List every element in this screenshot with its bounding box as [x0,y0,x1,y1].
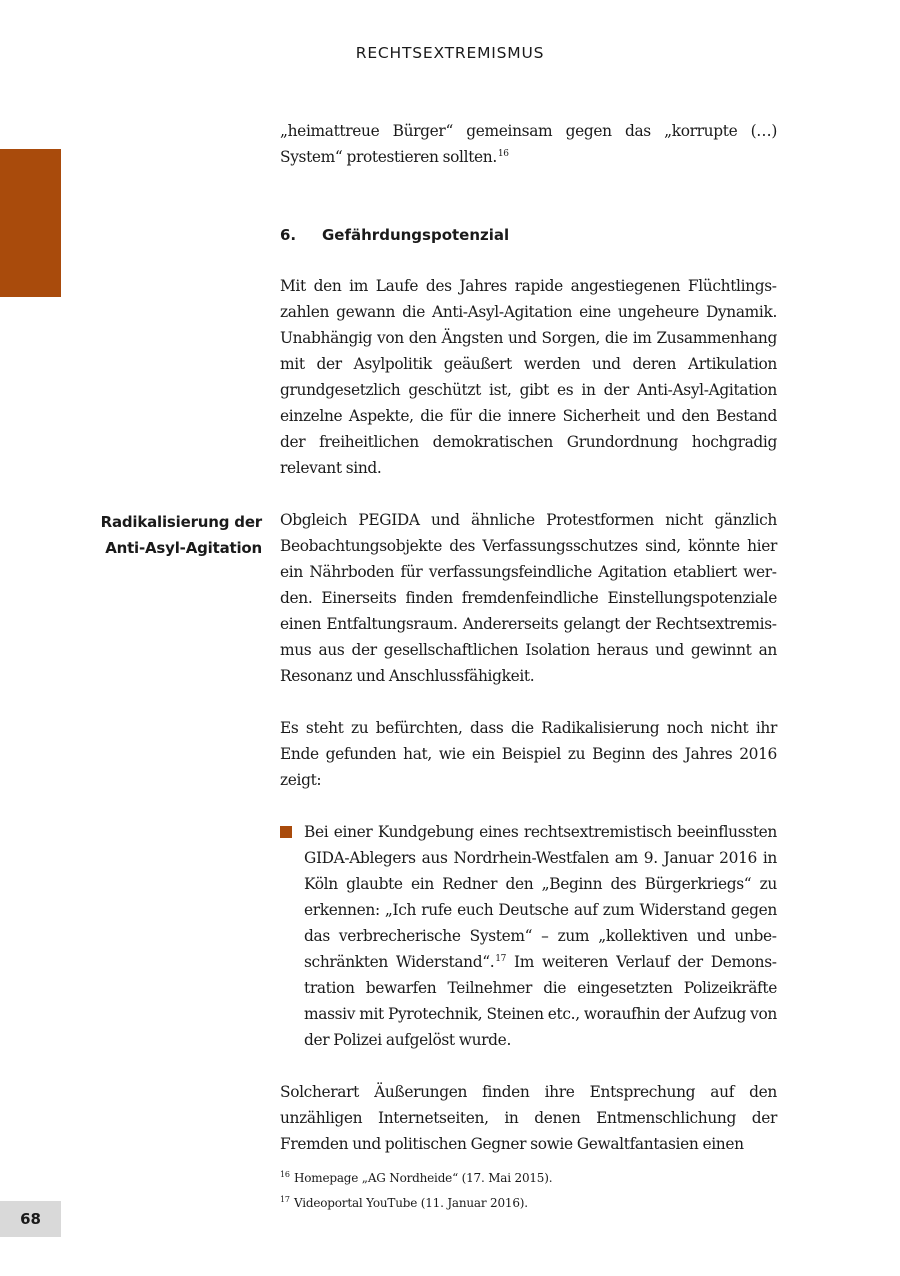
section-number: 6. [280,226,297,244]
footnote-17 [280,1189,777,1214]
footnote-number: 16 [280,1170,290,1179]
intro-text: „heimattreue Bürger“ gemeinsam gegen das „korrupte (…) System“ protestieren sollten. [280,122,777,166]
section-heading [280,224,777,246]
paragraph-internet: Solcherart Äußerungen finden ihre Entsprechung auf den unzähligen Internetseiten, in denen Entmenschlichung der Fremden und politischen Gegner sowie Gewaltfantasien einen [280,1083,777,1153]
margin-note-line-2: Anti-Asyl-Agitation [105,539,262,557]
main-content [280,118,777,1157]
margin-note-line-1: Radikalisierung der [100,513,262,531]
running-header: RECHTSEXTREMISMUS [355,44,545,62]
footnotes [280,1164,777,1214]
bullet-text-before: Bei einer Kundgebung eines rechtsextremistisch beeinflussten GIDA-Ablegers aus Nordrhein-Westfalen am 9. Januar 2016 in Köln glaubte ein Redner den „Beginn des Bürgerkriegs“ zu erkennen: „Ich rufe euch Deutsche auf zum Widerstand gegen das verbrecherische System“ – zum „kollektiven und unbeschränkten Widerstand“. [304,823,777,971]
footnote-text: Videoportal YouTube (11. Januar 2016). [294,1196,528,1210]
paragraph-radicalisation: Es steht zu befürchten, dass die Radikalisierung noch nicht ihr Ende gefunden hat, wie ein Beispiel zu Beginn des Jahres 2016 zeigt: [280,719,777,789]
intro-paragraph [280,118,777,170]
margin-note [60,509,262,561]
footnote-ref-16[interactable]: 16 [497,149,509,159]
paragraph-pegida: Obgleich PEGIDA und ähnliche Protestformen nicht gänzlich Beobachtungsobjekte des Verfassungsschutzes sind, könnte hier ein Nährboden für verfassungsfeindliche Agitation etabliert werden. Einerseits finden fremdenfeindliche Einstellungspotenziale einen Entfaltungsraum. Andererseits gelangt der Rechtsextremismus aus der gesellschaftlichen Isolation heraus und gewinnt an Resonanz und Anschlussfähigkeit. [280,511,777,685]
section-title: Gefährdungspotenzial [322,226,510,244]
paragraph-dynamics: Mit den im Laufe des Jahres rapide angestiegenen Flüchtlingszahlen gewann die Anti-Asyl-Agitation eine ungeheure Dynamik. Unabhängig von den Ängsten und Sorgen, die im Zusammenhang mit der Asylpolitik geäußert werden und deren Artikulation grundgesetzlich geschützt ist, gibt es in der Anti-Asyl-Agitation einzelne Aspekte, die für die innere Sicherheit und den Bestand der freiheitlichen demokratischen Grundordnung hochgradig relevant sind. [280,277,777,477]
chapter-tab-marker [0,149,61,297]
bullet-square-icon [280,826,292,838]
bullet-item-cologne [280,819,777,1053]
page-number: 68 [0,1201,61,1237]
footnote-ref-17[interactable]: 17 [495,954,507,964]
bullet-text-after: Im weiteren Verlauf der Demonstration bewarfen Teilnehmer die eingesetzten Polizeikräfte massiv mit Pyrotechnik, Steinen etc., woraufhin der Aufzug von der Polizei aufgelöst wurde. [304,953,777,1049]
footnote-16 [280,1164,777,1189]
footnote-number: 17 [280,1195,290,1204]
footnote-text: Homepage „AG Nordheide“ (17. Mai 2015). [294,1171,553,1185]
